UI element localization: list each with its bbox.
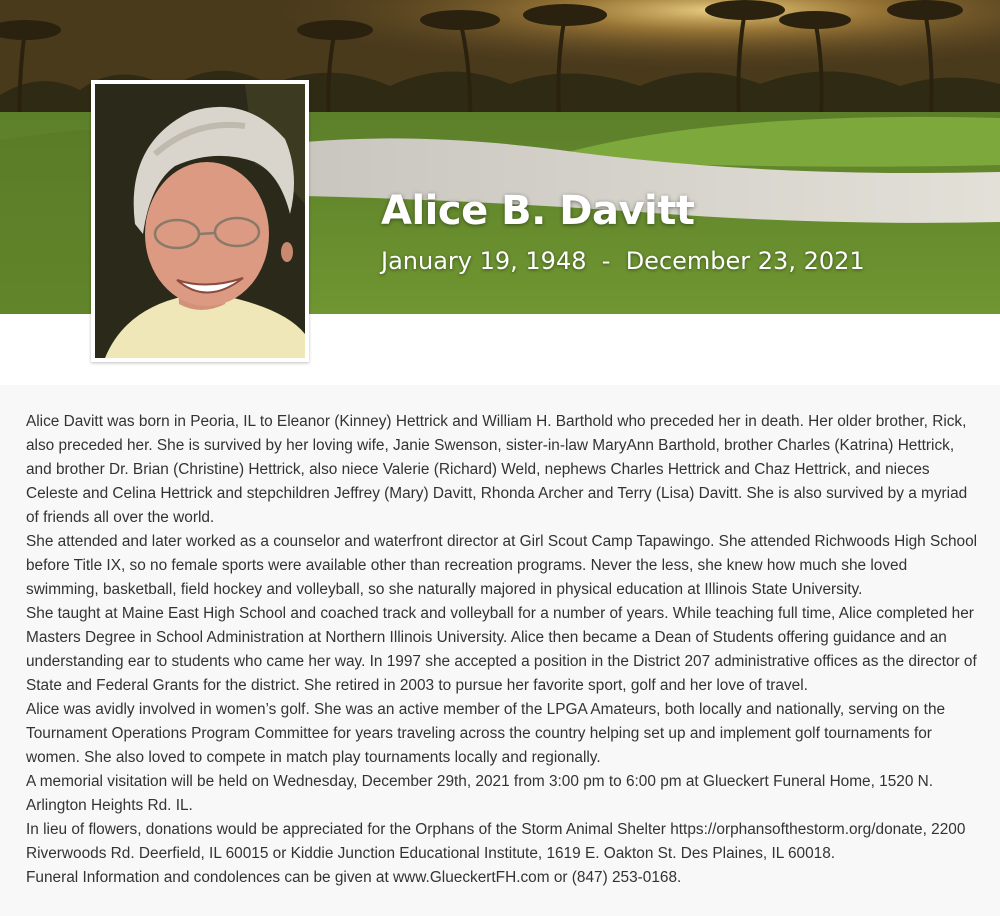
obituary-paragraph: She attended and later worked as a counselor and waterfront director at Girl Scout Camp Tapawingo. She attended Richwoods High School before Title IX, so no female sports were available other than recreation programs. Never the less, she knew how much she loved swimming, basketball, field hockey and volleyball, so she naturally majored in physical education at Illinois State University.	[26, 533, 978, 598]
deceased-name: Alice B. Davitt	[381, 188, 695, 234]
death-date: December 23, 2021	[625, 247, 865, 275]
date-separator: -	[601, 247, 611, 275]
obituary-paragraph: She taught at Maine East High School and coached track and volleyball for a number of years. While teaching full time, Alice completed her Masters Degree in School Administration at Northern Illinois University. Alice then became a Dean of Students offering guidance and an understanding ear to students who came her way. In 1997 she accepted a position in the District 207 administrative offices as the director of State and Federal Grants for the district. She retired in 2003 to pursue her favorite sport, golf and her love of travel.	[26, 605, 977, 694]
portrait-photo-frame	[91, 80, 309, 362]
life-dates	[381, 247, 865, 275]
obituary-paragraph: Alice was avidly involved in women’s golf. She was an active member of the LPGA Amateurs, both locally and nationally, serving on the Tournament Operations Program Committee for years traveling across the country helping set up and implement golf tournaments for women. She also loved to compete in match play tournaments locally and regionally.	[26, 701, 946, 766]
obituary-paragraph: A memorial visitation will be held on Wednesday, December 29th, 2021 from 3:00 pm to 6:00 pm at Glueckert Funeral Home, 1520 N. Arlington Heights Rd. IL.	[26, 773, 934, 814]
portrait-photo	[95, 84, 305, 358]
obituary-paragraph: In lieu of flowers, donations would be appreciated for the Orphans of the Storm Animal Shelter https://orphansofthestorm.org/donate, 2200 Riverwoods Rd. Deerfield, IL 60015 or Kiddie Junction Educational Institute, 1619 E. Oakton St. Des Plaines, IL 60018.	[26, 821, 966, 862]
obituary-text	[0, 385, 1000, 916]
obituary-paragraph: Alice Davitt was born in Peoria, IL to Eleanor (Kinney) Hettrick and William H. Barthold who preceded her in death. Her older brother, Rick, also preceded her. She is survived by her loving wife, Janie Swenson, sister-in-law MaryAnn Barthold, brother Charles (Katrina) Hettrick, and brother Dr. Brian (Christine) Hettrick, also niece Valerie (Richard) Weld, nephews Charles Hettrick and Chaz Hettrick, and nieces Celeste and Celina Hettrick and stepchildren Jeffrey (Mary) Davitt, Rhonda Archer and Terry (Lisa) Davitt. She is also survived by a myriad of friends all over the world.	[26, 413, 968, 526]
obituary-paragraph: Funeral Information and condolences can be given at www.GlueckertFH.com or (847) 253-0168.	[26, 869, 682, 886]
birth-date: January 19, 1948	[381, 247, 587, 275]
